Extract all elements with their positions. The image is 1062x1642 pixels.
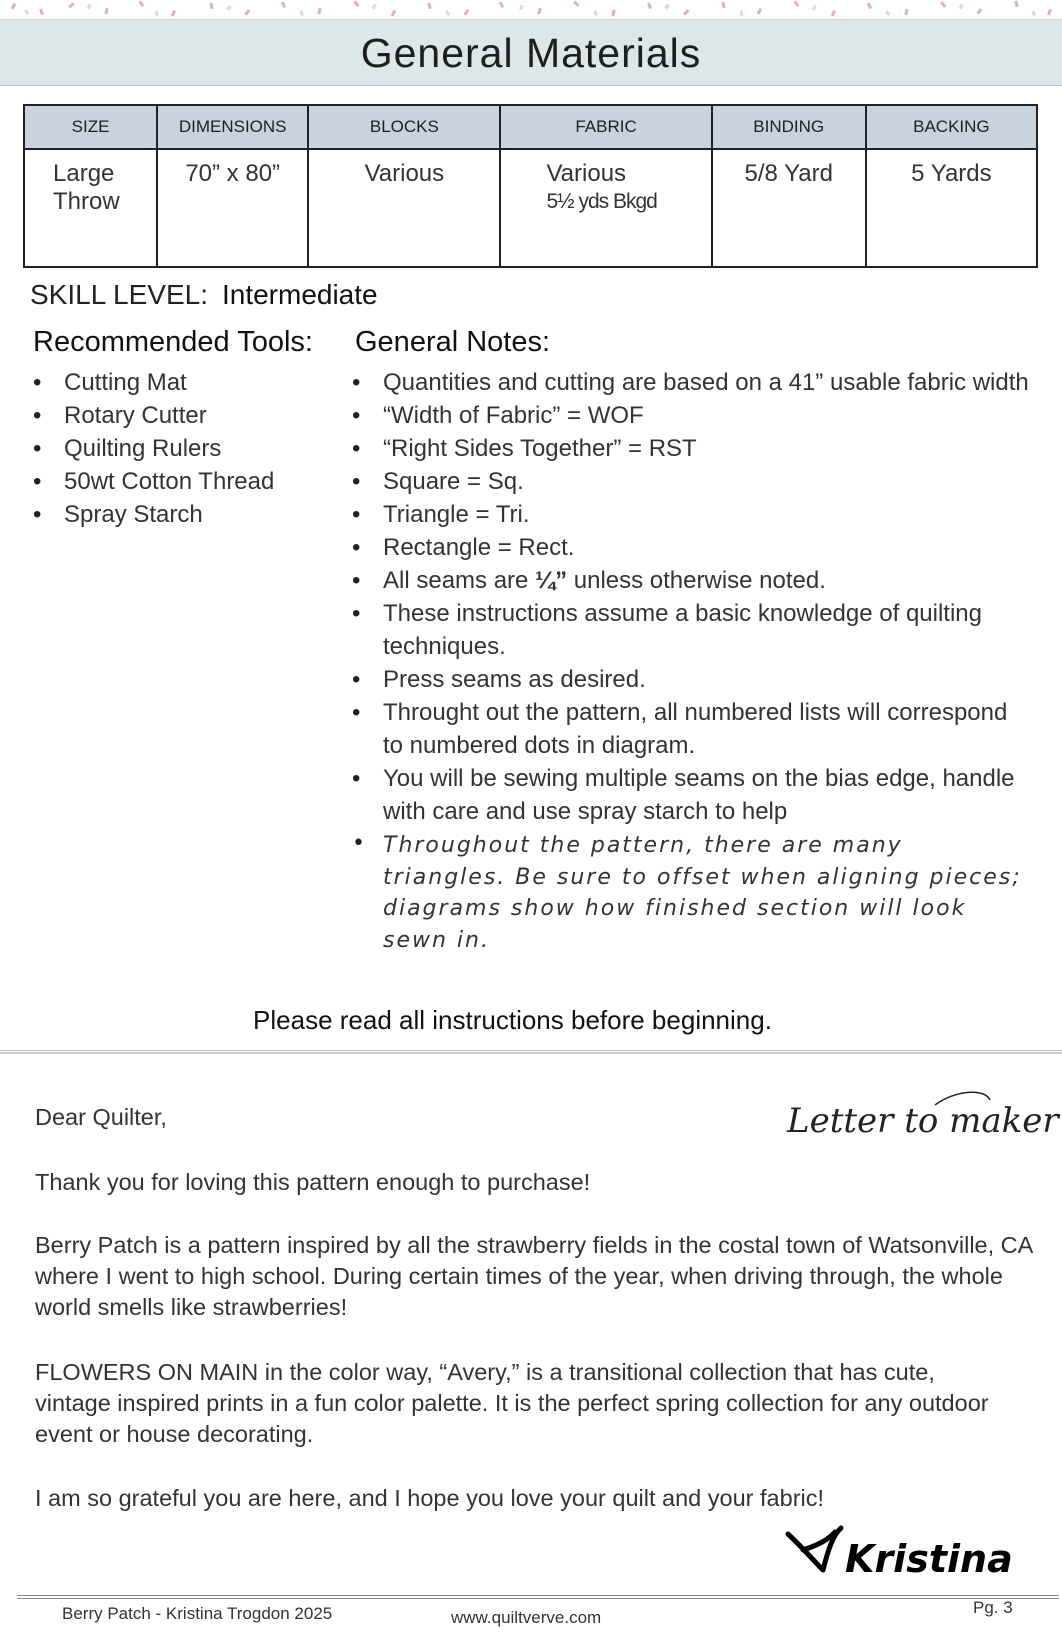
letter-paragraph: Berry Patch is a pattern inspired by all the strawberry fields in the costal town of Watsonville, CA where I went to high school. During certain times of the year, when driving through, the whole world smells like strawberries!: [35, 1232, 1033, 1320]
skill-level: [30, 279, 378, 311]
list-item: • Spray Starch: [33, 498, 333, 531]
confetti-pattern: [0, 0, 1062, 19]
blocks-cell: Various: [308, 149, 500, 267]
list-item: • Square = Sq.: [352, 465, 1032, 498]
letter-salutation: Dear Quilter,: [35, 1104, 167, 1130]
seams-suffix: unless otherwise noted.: [567, 567, 826, 594]
list-item-italic-note: • Throughout the pattern, there are many triangles. Be sure to offset when aligning pieces; diagrams show how finished section will look sewn in.: [352, 828, 1032, 956]
list-item: • Triangle = Tri.: [352, 498, 1032, 531]
list-item-seams: [352, 564, 1032, 597]
tools-heading: Recommended Tools:: [33, 326, 313, 358]
column-header: FABRIC: [500, 105, 711, 149]
list-item: • Press seams as desired.: [352, 663, 1032, 696]
list-item: • Cutting Mat: [33, 366, 333, 399]
letter-paragraph: I am so grateful you are here, and I hope you love your quilt and your fabric!: [35, 1485, 825, 1511]
seams-prefix: All seams are: [383, 567, 536, 594]
list-item: • You will be sewing multiple seams on the bias edge, handle with care and use spray starch to help: [352, 762, 1032, 828]
binding-cell: 5/8 Yard: [712, 149, 866, 267]
tools-list: [33, 366, 333, 531]
signature-text: Kristina: [845, 1537, 1013, 1581]
column-header: BACKING: [866, 105, 1037, 149]
section-divider: [0, 1050, 1062, 1054]
instructions-notice: Please read all instructions before beginning.: [253, 1005, 772, 1035]
list-item: • Rectangle = Rect.: [352, 531, 1032, 564]
materials-table: [23, 104, 1038, 268]
size-line: Large: [53, 160, 115, 187]
column-header: BLOCKS: [308, 105, 500, 149]
seams-value: ¼”: [535, 567, 568, 594]
column-header: SIZE: [24, 105, 157, 149]
list-item: • Quantities and cutting are based on a 41” usable fabric width: [352, 366, 1032, 399]
size-cell: [24, 149, 157, 267]
list-item: • 50wt Cotton Thread: [33, 465, 333, 498]
list-item: • Rotary Cutter: [33, 399, 333, 432]
dimensions-cell: 70” x 80”: [157, 149, 308, 267]
title-banner: [0, 19, 1062, 86]
footer-divider: [17, 1595, 1059, 1599]
letter-paragraph: FLOWERS ON MAIN in the color way, “Avery,” is a transitional collection that has cute, vintage inspired prints in a fun color palette. It is the perfect spring collection for any outdoor event or house decorating.: [35, 1359, 989, 1447]
fabric-background-line: 5½ yds Bkgd: [546, 190, 657, 213]
list-item: • “Right Sides Together” = RST: [352, 432, 1032, 465]
skill-label: SKILL LEVEL:: [30, 279, 208, 310]
footer-website[interactable]: www.quiltverve.com: [451, 1608, 602, 1627]
backing-cell: 5 Yards: [866, 149, 1037, 267]
table-row: [24, 149, 1037, 267]
signature: [783, 1520, 1013, 1582]
table-header-row: [24, 105, 1037, 149]
skill-value: Intermediate: [221, 279, 378, 310]
page-title: General Materials: [360, 30, 702, 76]
footer-credit: Berry Patch - Kristina Trogdon 2025: [62, 1604, 333, 1623]
logo-text: Letter to maker: [787, 1101, 1059, 1141]
page-number: Pg. 3: [973, 1598, 1013, 1617]
fabric-line: Various: [546, 160, 627, 187]
confetti-border: [0, 0, 1062, 19]
letter-paragraph: Thank you for loving this pattern enough to purchase!: [35, 1169, 591, 1195]
fabric-cell: [500, 149, 711, 267]
size-line: Throw: [53, 188, 120, 215]
heart-mark: [788, 1528, 841, 1570]
list-item: • Quilting Rulers: [33, 432, 333, 465]
notes-heading: General Notes:: [355, 326, 551, 358]
column-header: DIMENSIONS: [157, 105, 308, 149]
list-item: • “Width of Fabric” = WOF: [352, 399, 1032, 432]
list-item: • Throught out the pattern, all numbered lists will correspond to numbered dots in diagram.: [352, 696, 1032, 762]
column-header: BINDING: [712, 105, 866, 149]
notes-list: [352, 366, 1032, 956]
list-item: • These instructions assume a basic knowledge of quilting techniques.: [352, 597, 1032, 663]
